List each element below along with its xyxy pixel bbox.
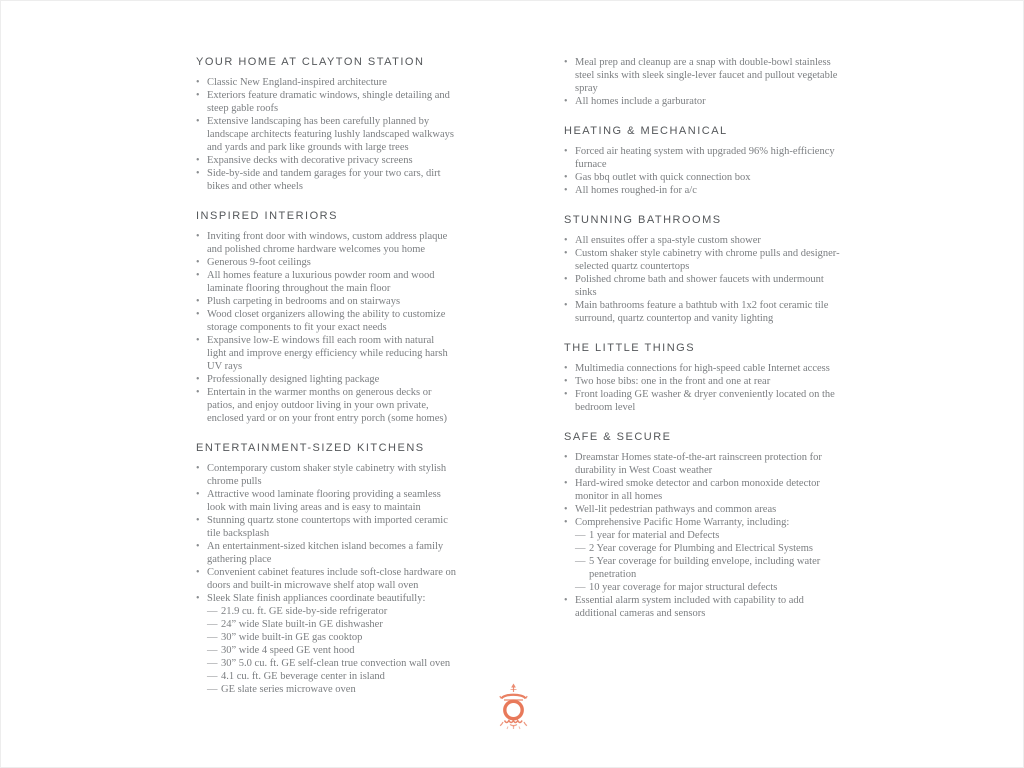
list-item [196, 167, 456, 193]
list-item-text: An entertainment-sized kitchen island becomes a family gathering place [207, 541, 444, 565]
column-right [564, 56, 840, 620]
list-item-text: Convenient cabinet features include soft-close hardware on doors and built-in microwave shelf atop wall oven [207, 567, 456, 591]
bullet-marker: • [564, 478, 568, 489]
list-item-text: Multimedia connections for high-speed cable Internet access [575, 363, 830, 374]
feature-section [564, 125, 840, 197]
bullet-marker: • [564, 235, 568, 246]
list-item-text: Two hose bibs: one in the front and one at rear [575, 376, 771, 387]
list-item-text: 30” wide built-in GE gas cooktop [221, 632, 363, 643]
bullet-marker: • [196, 77, 200, 88]
feature-section [564, 214, 840, 325]
bullet-marker: • [196, 515, 200, 526]
list-item [196, 592, 456, 605]
bullet-marker: • [564, 595, 568, 606]
list-item [564, 56, 840, 95]
bullet-marker: • [564, 363, 568, 374]
list-item [196, 295, 456, 308]
list-item [564, 451, 840, 477]
dash-marker: — [207, 684, 218, 695]
list-item [564, 145, 840, 171]
column-left [196, 56, 456, 696]
feature-section [564, 56, 840, 108]
list-item [196, 230, 456, 256]
list-item [564, 594, 840, 620]
dash-marker: — [575, 530, 586, 541]
list-item [564, 503, 840, 516]
list-item-text: Gas bbq outlet with quick connection box [575, 172, 751, 183]
feature-section [564, 431, 840, 620]
bullet-marker: • [196, 309, 200, 320]
list-item-text: Expansive low-E windows fill each room with natural light and improve energy efficiency while reducing harsh UV rays [207, 335, 448, 372]
bullet-marker: • [196, 489, 200, 500]
bullet-marker: • [196, 387, 200, 398]
list-item [564, 299, 840, 325]
list-item [564, 581, 840, 594]
list-item-text: Expansive decks with decorative privacy screens [207, 155, 413, 166]
list-item-text: Forced air heating system with upgraded 96% high-efficiency furnace [575, 146, 835, 170]
bullet-marker: • [564, 146, 568, 157]
list-item-text: All homes feature a luxurious powder room and wood laminate flooring throughout the main floor [207, 270, 435, 294]
bullet-marker: • [196, 593, 200, 604]
dash-marker: — [207, 645, 218, 656]
list-item-text: Exteriors feature dramatic windows, shingle detailing and steep gable roofs [207, 90, 450, 114]
list-item-text: 1 year for material and Defects [589, 530, 720, 541]
bullet-marker: • [564, 248, 568, 259]
bullet-marker: • [564, 172, 568, 183]
section-heading: HEATING & MECHANICAL [564, 125, 728, 137]
list-item-text: Plush carpeting in bedrooms and on stairways [207, 296, 401, 307]
list-item [196, 256, 456, 269]
dash-marker: — [575, 543, 586, 554]
list-item-text: Extensive landscaping has been carefully planned by landscape architects featuring lushly landscaped walkways and yards and park like grounds with large trees [207, 116, 454, 153]
bullet-marker: • [196, 231, 200, 242]
bullet-marker: • [196, 155, 200, 166]
list-item-text: Sleek Slate finish appliances coordinate beautifully: [207, 593, 426, 604]
bullet-marker: • [196, 168, 200, 179]
list-item-text: Stunning quartz stone countertops with imported ceramic tile backsplash [207, 515, 448, 539]
feature-section [196, 210, 456, 425]
list-item-text: Side-by-side and tandem garages for your two cars, dirt bikes and other wheels [207, 168, 441, 192]
list-item [196, 488, 456, 514]
list-item-text: 5 Year coverage for building envelope, including water penetration [589, 556, 821, 580]
list-item [196, 462, 456, 488]
list-item-text: All homes include a garburator [575, 96, 706, 107]
bullet-marker: • [564, 517, 568, 528]
list-item [564, 247, 840, 273]
list-item [564, 234, 840, 247]
list-item [196, 76, 456, 89]
list-item-text: Attractive wood laminate flooring providing a seamless look with main living areas and is easy to maintain [207, 489, 441, 513]
list-item-text: All homes roughed-in for a/c [575, 185, 697, 196]
list-item-text: Essential alarm system included with capability to add additional cameras and sensors [575, 595, 804, 619]
list-item-text: 21.9 cu. ft. GE side-by-side refrigerator [221, 606, 388, 617]
bullet-marker: • [564, 57, 568, 68]
dash-marker: — [207, 632, 218, 643]
list-item-text: Main bathrooms feature a bathtub with 1x2 foot ceramic tile surround, quartz countertop and vanity lighting [575, 300, 829, 324]
bullet-marker: • [196, 270, 200, 281]
list-item-text: Contemporary custom shaker style cabinetry with stylish chrome pulls [207, 463, 447, 487]
clayton-station-logo [498, 683, 529, 731]
list-item [564, 555, 840, 581]
list-item [196, 618, 456, 631]
dash-marker: — [207, 606, 218, 617]
list-item [196, 334, 456, 373]
list-item [196, 644, 456, 657]
clayton-station-emblem-icon [498, 683, 529, 731]
bullet-marker: • [564, 274, 568, 285]
list-item-text: Professionally designed lighting package [207, 374, 380, 385]
list-item [196, 670, 456, 683]
list-item-text: Wood closet organizers allowing the ability to customize storage components to fit your exact needs [207, 309, 446, 333]
list-item [564, 171, 840, 184]
list-item-text: Hard-wired smoke detector and carbon monoxide detector monitor in all homes [575, 478, 820, 502]
section-heading: ENTERTAINMENT-SIZED KITCHENS [196, 442, 425, 454]
bullet-marker: • [564, 389, 568, 400]
bullet-marker: • [564, 300, 568, 311]
bullet-marker: • [564, 96, 568, 107]
dash-marker: — [575, 582, 586, 593]
list-item-text: Classic New England-inspired architecture [207, 77, 387, 88]
list-item-text: 4.1 cu. ft. GE beverage center in island [221, 671, 385, 682]
bullet-marker: • [196, 374, 200, 385]
list-item [564, 388, 840, 414]
dash-marker: — [575, 556, 586, 567]
list-item-text: Inviting front door with windows, custom address plaque and polished chrome hardware welcomes you home [207, 231, 448, 255]
list-item [196, 308, 456, 334]
section-heading: THE LITTLE THINGS [564, 342, 696, 354]
section-heading: INSPIRED INTERIORS [196, 210, 338, 222]
list-item-text: Comprehensive Pacific Home Warranty, including: [575, 517, 790, 528]
bullet-marker: • [196, 116, 200, 127]
list-item-text: Front loading GE washer & dryer conveniently located on the bedroom level [575, 389, 835, 413]
dash-marker: — [207, 619, 218, 630]
list-item [564, 477, 840, 503]
list-item-text: GE slate series microwave oven [221, 684, 356, 695]
list-item [564, 529, 840, 542]
feature-section [196, 442, 456, 696]
list-item [196, 631, 456, 644]
list-item [196, 269, 456, 295]
list-item [196, 566, 456, 592]
list-item-text: Dreamstar Homes state-of-the-art rainscreen protection for durability in West Coast weather [575, 452, 822, 476]
bullet-marker: • [196, 335, 200, 346]
list-item-text: Custom shaker style cabinetry with chrome pulls and designer-selected quartz countertops [575, 248, 840, 272]
list-item [196, 683, 456, 696]
list-item-text: 30” 5.0 cu. ft. GE self-clean true convection wall oven [221, 658, 451, 669]
section-heading: STUNNING BATHROOMS [564, 214, 722, 226]
bullet-marker: • [564, 185, 568, 196]
list-item-text: Generous 9-foot ceilings [207, 257, 311, 268]
feature-section [564, 342, 840, 414]
list-item [196, 540, 456, 566]
list-item [196, 514, 456, 540]
list-item [564, 273, 840, 299]
bullet-marker: • [196, 90, 200, 101]
list-item-text: All ensuites offer a spa-style custom shower [575, 235, 761, 246]
feature-section [196, 56, 456, 193]
list-item-text: 24” wide Slate built-in GE dishwasher [221, 619, 383, 630]
bullet-marker: • [196, 567, 200, 578]
list-item [564, 542, 840, 555]
list-item [196, 657, 456, 670]
bullet-marker: • [564, 452, 568, 463]
bullet-marker: • [196, 296, 200, 307]
list-item-text: Entertain in the warmer months on generous decks or patios, and enjoy outdoor living in your own private, enclosed yard or on your front entry porch (some homes) [207, 387, 447, 424]
section-heading: SAFE & SECURE [564, 431, 672, 443]
bullet-marker: • [196, 257, 200, 268]
list-item-text: Polished chrome bath and shower faucets with undermount sinks [575, 274, 824, 298]
list-item [196, 154, 456, 167]
list-item [564, 362, 840, 375]
list-item [196, 89, 456, 115]
list-item-text: 10 year coverage for major structural defects [589, 582, 778, 593]
list-item [564, 95, 840, 108]
list-item [196, 605, 456, 618]
list-item [196, 373, 456, 386]
list-item-text: 2 Year coverage for Plumbing and Electrical Systems [589, 543, 813, 554]
list-item [196, 386, 456, 425]
list-item [196, 115, 456, 154]
bullet-marker: • [196, 463, 200, 474]
list-item-text: Well-lit pedestrian pathways and common areas [575, 504, 777, 515]
dash-marker: — [207, 658, 218, 669]
list-item [564, 516, 840, 529]
dash-marker: — [207, 671, 218, 682]
section-heading: YOUR HOME AT CLAYTON STATION [196, 56, 425, 68]
list-item [564, 184, 840, 197]
list-item [564, 375, 840, 388]
bullet-marker: • [564, 376, 568, 387]
bullet-marker: • [196, 541, 200, 552]
bullet-marker: • [564, 504, 568, 515]
list-item-text: 30” wide 4 speed GE vent hood [221, 645, 355, 656]
list-item-text: Meal prep and cleanup are a snap with double-bowl stainless steel sinks with sleek single-lever faucet and pullout vegetable spray [575, 57, 838, 94]
